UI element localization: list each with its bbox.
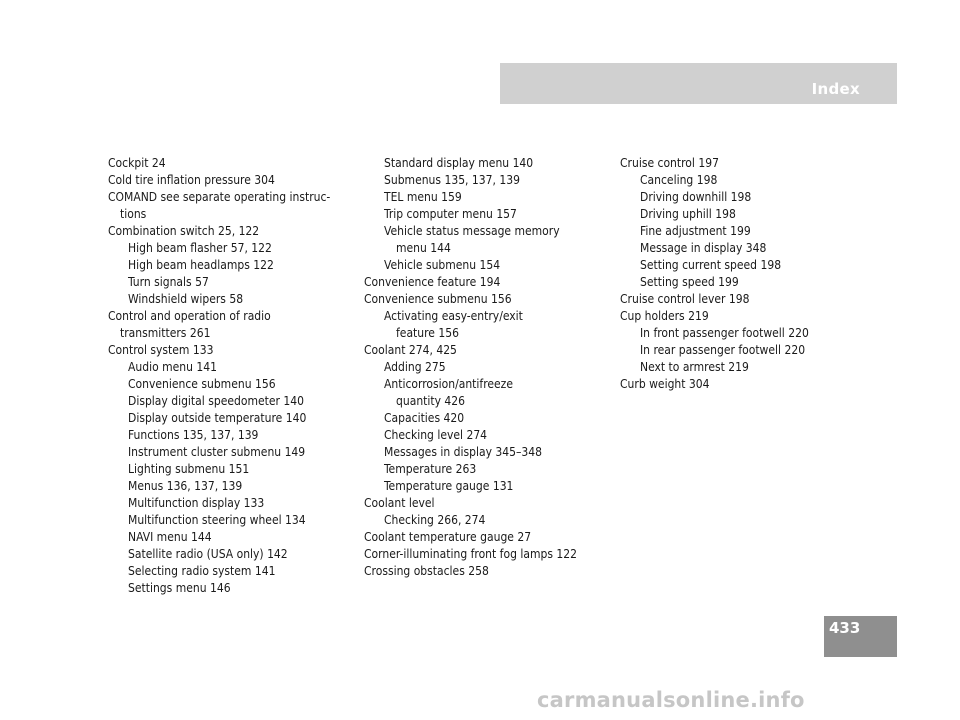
index-subentry: Messages in display 345–348 bbox=[384, 445, 543, 459]
index-entry: Cockpit 24 bbox=[108, 156, 166, 170]
index-entry: transmitters 261 bbox=[120, 326, 211, 340]
index-subentry: Instrument cluster submenu 149 bbox=[128, 445, 306, 459]
index-subentry: Submenus 135, 137, 139 bbox=[384, 173, 520, 187]
index-subentry: Anticorrosion/antifreeze bbox=[384, 377, 513, 391]
index-entry: Coolant 274, 425 bbox=[364, 343, 457, 357]
index-entry: Coolant temperature gauge 27 bbox=[364, 530, 532, 544]
index-subentry: NAVI menu 144 bbox=[128, 530, 212, 544]
index-subentry: Driving uphill 198 bbox=[640, 207, 736, 221]
index-subentry: Temperature gauge 131 bbox=[384, 479, 514, 493]
index-entry: Cruise control lever 198 bbox=[620, 292, 750, 306]
index-entry: Combination switch 25, 122 bbox=[108, 224, 260, 238]
index-subentry: In front passenger footwell 220 bbox=[640, 326, 809, 340]
watermark: carmanualsonline.info bbox=[537, 688, 805, 712]
index-subentry: Convenience submenu 156 bbox=[128, 377, 276, 391]
index-subentry: In rear passenger footwell 220 bbox=[640, 343, 806, 357]
page-number-box bbox=[824, 616, 897, 657]
index-subentry: Satellite radio (USA only) 142 bbox=[128, 547, 288, 561]
index-subentry: feature 156 bbox=[396, 326, 459, 340]
index-subentry: Message in display 348 bbox=[640, 241, 767, 255]
index-entry: Cup holders 219 bbox=[620, 309, 709, 323]
index-entry: tions bbox=[120, 207, 147, 221]
index-subentry: High beam headlamps 122 bbox=[128, 258, 274, 272]
index-entry: Corner-illuminating front fog lamps 122 bbox=[364, 547, 577, 561]
index-subentry: Checking level 274 bbox=[384, 428, 488, 442]
index-subentry: Driving downhill 198 bbox=[640, 190, 752, 204]
index-entry: Cruise control 197 bbox=[620, 156, 719, 170]
index-entry: Convenience submenu 156 bbox=[364, 292, 512, 306]
index-subentry: Menus 136, 137, 139 bbox=[128, 479, 243, 493]
index-subentry: Standard display menu 140 bbox=[384, 156, 534, 170]
index-subentry: Trip computer menu 157 bbox=[384, 207, 517, 221]
index-subentry: Vehicle status message memory bbox=[384, 224, 560, 238]
index-column-1 bbox=[108, 155, 358, 597]
index-subentry: Fine adjustment 199 bbox=[640, 224, 751, 238]
index-entry: Convenience feature 194 bbox=[364, 275, 501, 289]
index-subentry: Functions 135, 137, 139 bbox=[128, 428, 259, 442]
page-number: 433 bbox=[829, 619, 861, 637]
page-title: Index bbox=[811, 80, 860, 98]
index-subentry: Temperature 263 bbox=[384, 462, 477, 476]
index-column-3 bbox=[620, 155, 870, 393]
index-subentry: Lighting submenu 151 bbox=[128, 462, 250, 476]
index-subentry: Next to armrest 219 bbox=[640, 360, 749, 374]
index-subentry: Audio menu 141 bbox=[128, 360, 217, 374]
index-subentry: Setting current speed 198 bbox=[640, 258, 782, 272]
index-subentry: menu 144 bbox=[396, 241, 451, 255]
index-subentry: Windshield wipers 58 bbox=[128, 292, 244, 306]
index-subentry: Settings menu 146 bbox=[128, 581, 231, 595]
index-subentry: Adding 275 bbox=[384, 360, 446, 374]
index-subentry: quantity 426 bbox=[396, 394, 466, 408]
index-subentry: Vehicle submenu 154 bbox=[384, 258, 501, 272]
index-subentry: Display digital speedometer 140 bbox=[128, 394, 304, 408]
index-entry: Cold tire inflation pressure 304 bbox=[108, 173, 275, 187]
index-subentry: Canceling 198 bbox=[640, 173, 718, 187]
index-entry: Crossing obstacles 258 bbox=[364, 564, 489, 578]
index-entry: COMAND see separate operating instruc- bbox=[108, 190, 331, 204]
header-bar bbox=[500, 63, 897, 104]
index-subentry: Checking 266, 274 bbox=[384, 513, 486, 527]
index-subentry: Multifunction steering wheel 134 bbox=[128, 513, 306, 527]
index-subentry: Activating easy-entry/exit bbox=[384, 309, 523, 323]
index-entry: Coolant level bbox=[364, 496, 435, 510]
index-column-2 bbox=[364, 155, 614, 580]
index-subentry: Selecting radio system 141 bbox=[128, 564, 276, 578]
index-subentry: Capacities 420 bbox=[384, 411, 465, 425]
index-entry: Control system 133 bbox=[108, 343, 214, 357]
index-subentry: Multifunction display 133 bbox=[128, 496, 265, 510]
index-subentry: Display outside temperature 140 bbox=[128, 411, 307, 425]
index-entry: Curb weight 304 bbox=[620, 377, 710, 391]
index-entry: Control and operation of radio bbox=[108, 309, 271, 323]
index-subentry: Turn signals 57 bbox=[128, 275, 209, 289]
index-subentry: TEL menu 159 bbox=[384, 190, 462, 204]
index-subentry: High beam flasher 57, 122 bbox=[128, 241, 272, 255]
index-subentry: Setting speed 199 bbox=[640, 275, 739, 289]
